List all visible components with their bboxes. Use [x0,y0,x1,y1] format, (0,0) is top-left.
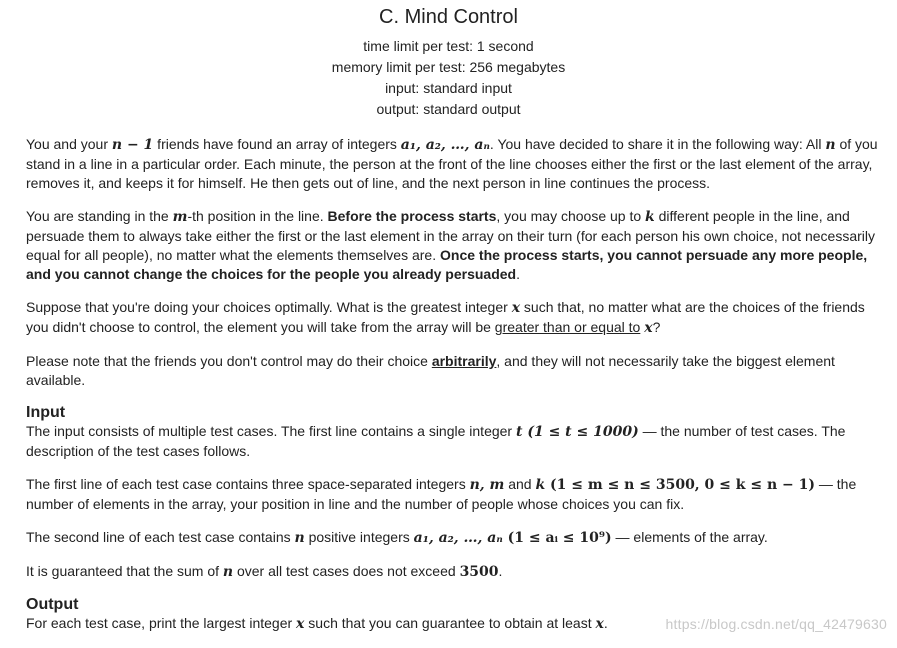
bold-underlined-text: arbitrarily [431,353,497,369]
statement-paragraph-1: You and your n − 1 friends have found an array of integers a₁, a₂, …, aₙ. You have decided to share it in the following way: All n of you stand in a line in a particular order. Each minute, the person at the front of the line chooses either the first or the last element of the array, removes it, and keeps it for himself. He then gets out of line, and the next person in line continues the process. [26,136,878,191]
math-inline: x [595,616,604,632]
math-inline: a₁, a₂, …, aₙ [400,137,490,153]
output-paragraph-1: For each test case, print the largest integer x such that you can guarantee to obtain at least x. [26,615,608,632]
problem-statement [26,135,883,648]
underlined-text: greater than or equal to [494,319,641,335]
statement-paragraph-4: Please note that the friends you don't control may do their choice arbitrarily, and they will not necessarily take the biggest element available. [26,353,835,388]
math-inline: t (1 ≤ t ≤ 1000) [516,424,639,440]
math-inline: 3500 [459,564,499,580]
math-inline: n [222,564,234,580]
math-inline: n [825,137,836,153]
statement-paragraph-2: You are standing in the m-th position in the line. Before the process starts, you may choose up to k different people in the line, and persuade them to always take either the first or the last element in the array on their turn (for each person his own choice, not necessarily equal for all people), no matter what the elements themselves are. Once the process starts, you cannot persuade any more people, and you cannot change the choices for the people you already persuaded. [26,208,875,282]
bold-text: Before the process starts [327,208,497,224]
memory-limit: memory limit per test: 256 megabytes [331,59,566,75]
time-limit: time limit per test: 1 second [363,38,534,54]
input-spec: input: standard input [385,80,512,96]
math-inline: x [644,320,653,336]
math-inline: a₁, a₂, …, aₙ [413,530,503,546]
math-inline: x [296,616,305,632]
math-inline: k [645,209,655,225]
statement-paragraph-3: Suppose that you're doing your choices optimally. What is the greatest integer x such that, no matter what are the choices of the friends you didn't choose to control, the element you will take from the array will be greater than or equal to x? [26,299,865,336]
input-paragraph-3: The second line of each test case contains n positive integers a₁, a₂, …, aₙ (1 ≤ aᵢ ≤ 10⁹) — elements of the array. [26,529,768,546]
output-section-title: Output [26,596,79,613]
math-inline: m [172,209,188,225]
output-spec: output: standard output [376,101,521,117]
problem-title: C. Mind Control [379,6,518,28]
problem-header [0,0,897,120]
math-inline: k [535,477,546,493]
math-inline: x [511,300,521,316]
math-inline: n − 1 [111,137,154,153]
math-inline: (1 ≤ aᵢ ≤ 10⁹) [502,530,612,546]
input-paragraph-4: It is guaranteed that the sum of n over all test cases does not exceed 3500. [26,563,503,580]
input-section-title: Input [26,404,66,421]
input-paragraph-2: The first line of each test case contains three space-separated integers n, m and k (1 ≤ m ≤ n ≤ 3500, 0 ≤ k ≤ n − 1) — the number of elements in the array, your position in line and the number of people whose choices you can fix. [26,476,857,512]
bold-text: Once the process starts, you cannot persuade any more people, and you cannot change the choices for the people you already persuaded [26,247,868,282]
math-inline: n, m [469,477,505,493]
input-paragraph-1: The input consists of multiple test cases. The first line contains a single integer t (1 ≤ t ≤ 1000) — the number of test cases. The description of the test cases follows. [26,423,846,459]
watermark: https://blog.csdn.net/qq_42479630 [665,616,887,632]
math-inline: (1 ≤ m ≤ n ≤ 3500, 0 ≤ k ≤ n − 1) [545,477,815,493]
math-inline: n [294,530,305,546]
